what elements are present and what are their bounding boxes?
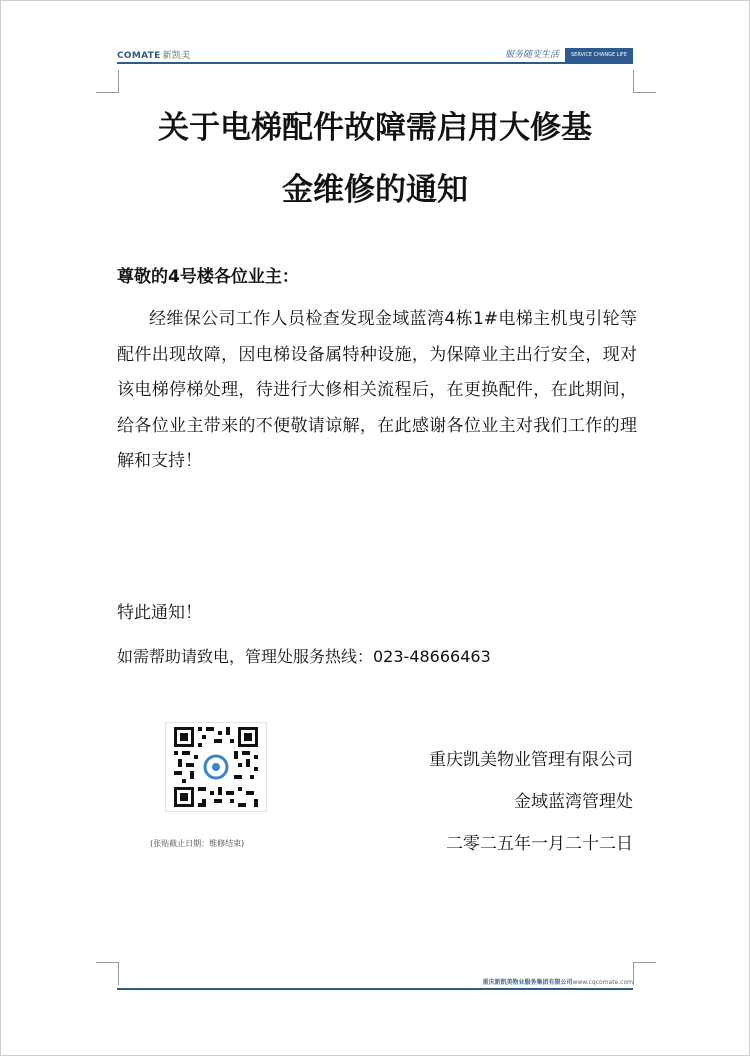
crop-mark-bottom-right: [633, 962, 656, 985]
title-line-1: 关于电梯配件故障需启用大修基: [158, 110, 592, 146]
company-logo: [117, 48, 190, 61]
page-footer: [117, 978, 633, 990]
crop-mark-bottom-left: [96, 962, 119, 985]
hotline-text: 如需帮助请致电，管理处服务热线：023-48666463: [117, 647, 491, 666]
qr-caption: (张贴截止日期：维修结束): [150, 839, 245, 848]
footer-url: www.cqcomate.com: [572, 979, 633, 986]
crop-mark-top-left: [96, 70, 119, 93]
greeting: 尊敬的4号楼各位业主：: [117, 267, 299, 287]
slogan-cn: 服务随变生活: [504, 50, 559, 60]
notice-body: 经维保公司工作人员检查发现金域蓝湾4栋1#电梯主机曳引轮等配件出现故障，因电梯设备属特种设施，为保障业主出行安全，现对该电梯停梯处理，待进行大修相关流程后，在更换配件，在此期间，给各位业主带来的不便敬请谅解，在此感谢各位业主对我们工作的理解和支持！: [117, 309, 637, 471]
notice-title: [117, 97, 633, 221]
crop-mark-top-right: [633, 70, 656, 93]
signature-office: 金域蓝湾管理处: [514, 792, 633, 812]
slogan: [499, 48, 633, 62]
letterhead: [117, 48, 633, 64]
logo-brand: COMATE: [117, 51, 161, 61]
logo-brand-cn: 新凯美: [162, 51, 191, 61]
signature-company: 重庆凯美物业管理有限公司: [429, 750, 633, 770]
closing-statement: 特此通知！: [117, 603, 202, 623]
qr-code-icon: [166, 723, 266, 811]
slogan-en: SERVICE CHANGE LIFE: [565, 48, 633, 62]
footer-company: 重庆新凯美物业服务集团有限公司: [482, 979, 573, 986]
signature-date: 二零二五年一月二十二日: [446, 834, 633, 854]
qr-code: [165, 722, 267, 812]
title-line-2: 金维修的通知: [282, 172, 468, 208]
